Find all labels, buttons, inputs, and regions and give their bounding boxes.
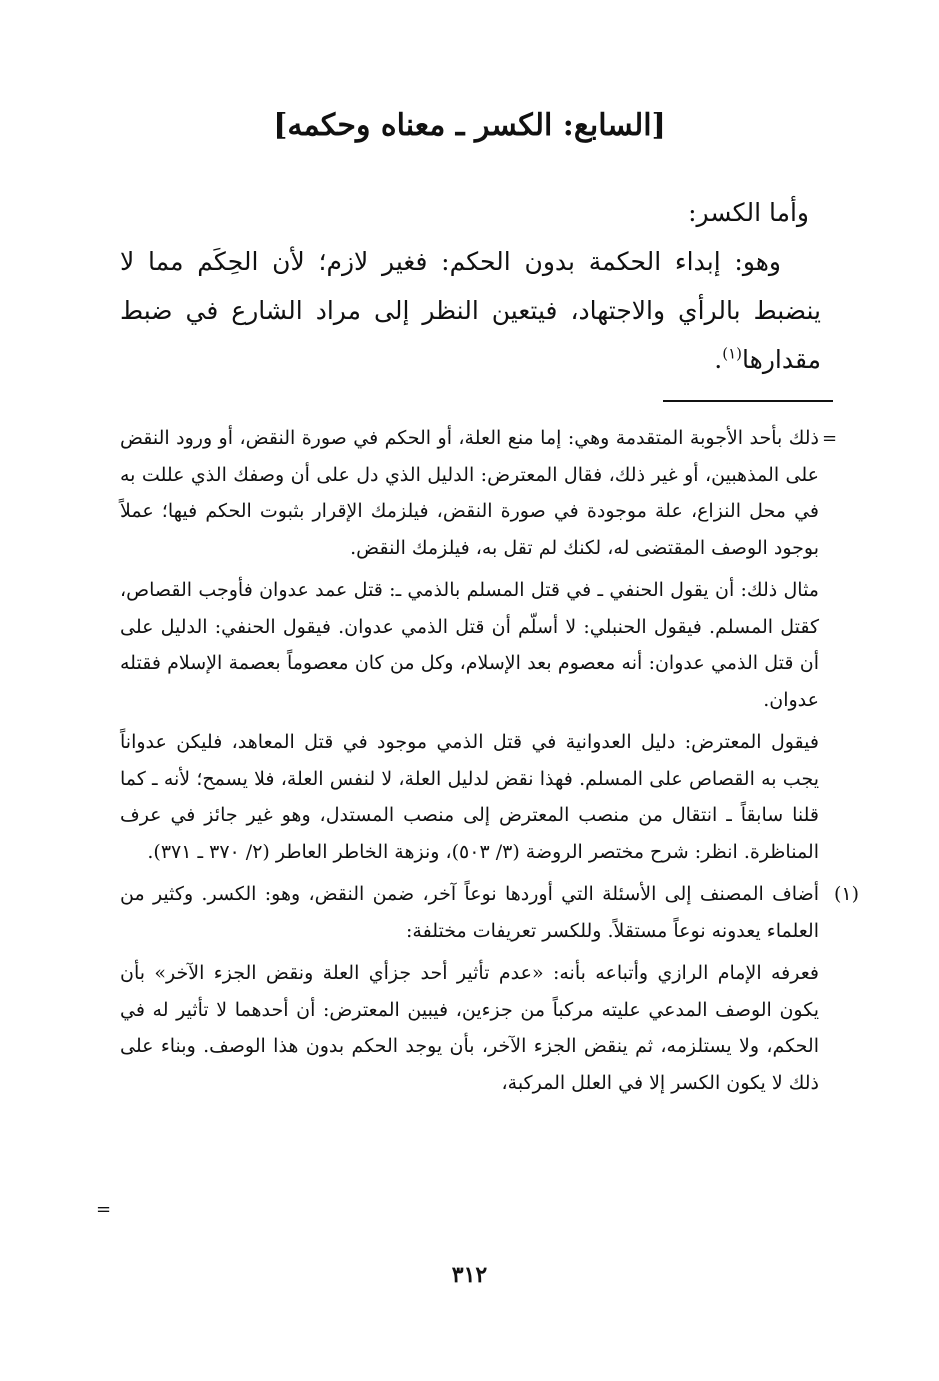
main-text — [120, 188, 821, 384]
footnote-continuation-marker: = — [822, 428, 838, 449]
main-paragraph — [120, 237, 821, 384]
footnote-1-text-1: أضاف المصنف إلى الأسئلة التي أوردها نوعاً آخر، ضمن النقض، وهو: الكسر. وكثير من العلماء يعدونه نوعاً مستقلاً. وللكسر تعريفات مختلفة: — [120, 883, 819, 942]
footnote-1-number: (١) — [833, 883, 859, 905]
footnote-1-paragraph-2: فعرفه الإمام الرازي وأتباعه بأنه: «عدم تأثير أحد جزأي العلة ونقض الجزء الآخر» بأن يكون الوصف المدعي عليته مركباً من جزءين، فيبين المعترض: أن أحدهما لا تأثير له في الحكم، ولا يستلزمه، ثم ينقض الجزء الآخر، بأن يوجد الحكم بدون هذا الوصف. وبناء على ذلك لا يكون الكسر إلا في العلل المركبة، — [120, 962, 819, 1094]
footnote-end-continuation-marker: = — [96, 1199, 112, 1220]
footnote-separator-rule — [663, 400, 833, 402]
intro-line: وأما الكسر: — [688, 198, 809, 227]
footnote-continued-paragraph-1: ذلك بأحد الأجوبة المتقدمة وهي: إما منع العلة، أو الحكم في صورة النقض، أو ورود النقض على المذهبين، أو غير ذلك، فقال المعترض: الدليل الذي دل على أن وصفك الذي عللت به في محل النزاع، علة موجودة في صورة النقض، فيلزمك الإقرار بثبوت الحكم فيها؛ عملاً بوجود الوصف المقتضى له، لكنك لم تقل به، فيلزمك النقض. — [120, 427, 819, 559]
section-heading: [السابع: الكسر ـ معناه وحكمه] — [273, 108, 666, 143]
footnote-continued-paragraph-3: فيقول المعترض: دليل العدوانية في قتل الذمي موجود في قتل المعاهد، فليكن عدواناً يجب به القصاص على المسلم. فهذا نقض لدليل العلة، لا لنفس العلة، فلا يسمح؛ لأنه ـ كما قلنا سابقاً ـ انتقال من منصب المعترض إلى منصب المستدل، وهو غير جائز في عرف المناظرة. انظر: شرح مختصر الروضة (٣/ ٥٠٣)، ونزهة الخاطر العاطر (٢/ ٣٧٠ ـ ٣٧١). — [120, 731, 819, 863]
page-number: ٣١٢ — [451, 1262, 488, 1288]
paragraph-end-punctuation: . — [714, 345, 723, 374]
footnotes-section — [120, 420, 859, 1107]
footnote-continued-paragraph-2: مثال ذلك: أن يقول الحنفي ـ في قتل المسلم بالذمي ـ: قتل عمد عدوان فأوجب القصاص، كقتل المسلم. فيقول الحنبلي: لا أسلّم أن قتل الذمي عدوان. فيقول الحنفي: الدليل على أن قتل الذمي عدوان: أنه معصوم بعد الإسلام، وكل من كان معصوماً بعصمة الإسلام فقتله عدوان. — [120, 579, 819, 711]
footnote-reference[interactable]: (١) — [722, 344, 743, 363]
footnote-1-paragraph-1 — [120, 876, 859, 949]
main-paragraph-text: وهو: إبداء الحكمة بدون الحكم: فغير لازم؛ لأن الحِكَم مما لا ينضبط بالرأي والاجتهاد، فيتعين النظر إلى مراد الشارع في ضبط مقدارها — [120, 247, 821, 374]
